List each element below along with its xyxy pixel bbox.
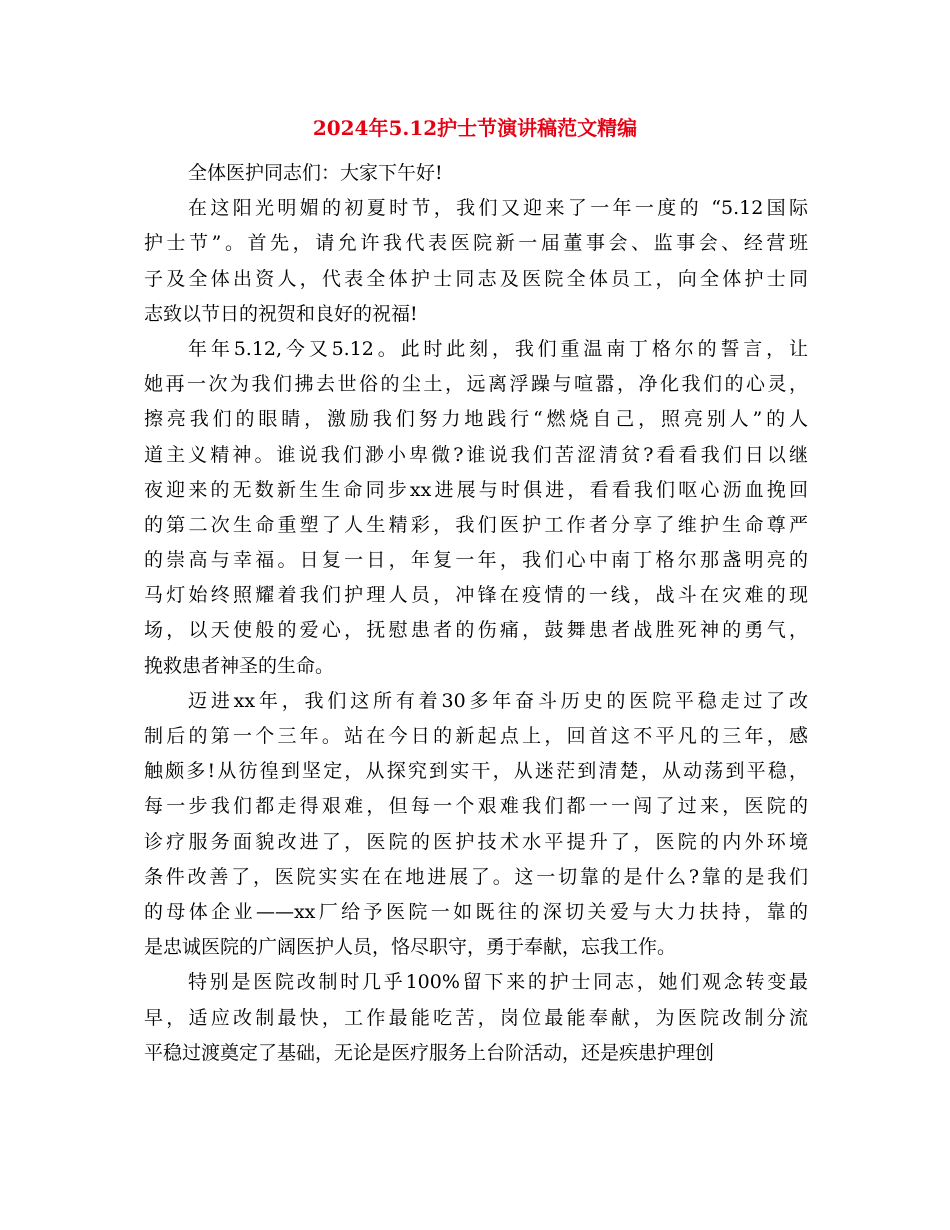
text-line: 触颇多!从彷徨到坚定，从探究到实干，从迷茫到清楚，从动荡到平稳， (144, 760, 808, 783)
paragraph (144, 191, 808, 332)
text-line: 马灯始终照耀着我们护理人员，冲锋在疫情的一线，战斗在灾难的现 (144, 584, 808, 607)
paragraph (144, 965, 808, 1071)
document-body (144, 156, 808, 1071)
text-line: 制后的第一个三年。站在今日的新起点上，回首这不平凡的三年，感 (144, 725, 808, 747)
text-line: 每一步我们都走得艰难，但每一个艰难我们都一一闯了过来，医院的 (144, 795, 808, 818)
text-line: 全体医护同志们：大家下午好! (188, 162, 443, 184)
text-line: 是忠诚医院的广阔医护人员，恪尽职守，勇于奉献，忘我工作。 (144, 936, 677, 959)
text-line: 擦亮我们的眼睛，激励我们努力地践行“燃烧自己，照亮别人”的人 (144, 408, 808, 431)
text-line: 早，适应改制最快，工作最能吃苦，岗位最能奉献，为医院改制分流 (144, 1006, 808, 1029)
text-line: 的崇高与幸福。日复一日，年复一年，我们心中南丁格尔那盏明亮的 (144, 549, 808, 572)
text-line: 她再一次为我们拂去世俗的尘土，远离浮躁与喧嚣，净化我们的心灵， (144, 373, 808, 396)
text-line: 迈进xx年，我们这所有着30多年奋斗历史的医院平稳走过了改 (188, 689, 808, 712)
text-line: 子及全体出资人，代表全体护士同志及医院全体员工，向全体护士同 (144, 267, 808, 290)
text-line: 夜迎来的无数新生生命同步xx进展与时俱进，看看我们呕心沥血挽回 (144, 478, 808, 501)
text-line: 诊疗服务面貌改进了，医院的医护技术水平提升了，医院的内外环境 (144, 830, 808, 853)
text-line: 场，以天使般的爱心，抚慰患者的伤痛，鼓舞患者战胜死神的勇气， (144, 619, 808, 642)
paragraph (144, 684, 808, 966)
text-line: 特别是医院改制时几乎100%留下来的护士同志，她们观念转变最 (188, 971, 808, 994)
text-line: 挽救患者神圣的生命。 (144, 654, 335, 677)
document-title: 2024年5.12护士节演讲稿范文精编 (312, 116, 638, 140)
text-line: 在这阳光明媚的初夏时节，我们又迎来了一年一度的 “5.12国际 (188, 197, 808, 220)
paragraph (144, 332, 808, 684)
text-line: 的第二次生命重塑了人生精彩，我们医护工作者分享了维护生命尊严 (144, 513, 808, 536)
text-line: 条件改善了，医院实实在在地进展了。这一切靠的是什么?靠的是我们 (144, 865, 808, 888)
text-line: 的母体企业——xx厂给予医院一如既往的深切关爱与大力扶持，靠的 (144, 900, 808, 923)
text-line: 平稳过渡奠定了基础，无论是医疗服务上台阶活动，还是疾患护理创 (144, 1041, 715, 1064)
text-line: 道主义精神。谁说我们渺小卑微?谁说我们苦涩清贫?看看我们日以继 (144, 443, 808, 466)
paragraph (144, 156, 808, 191)
text-line: 护士节”。首先，请允许我代表医院新一届董事会、监事会、经营班 (144, 232, 808, 255)
text-line: 志致以节日的祝贺和良好的祝福! (144, 302, 418, 325)
text-line: 年年5.12,今又5.12。此时此刻，我们重温南丁格尔的誓言，让 (188, 337, 808, 360)
